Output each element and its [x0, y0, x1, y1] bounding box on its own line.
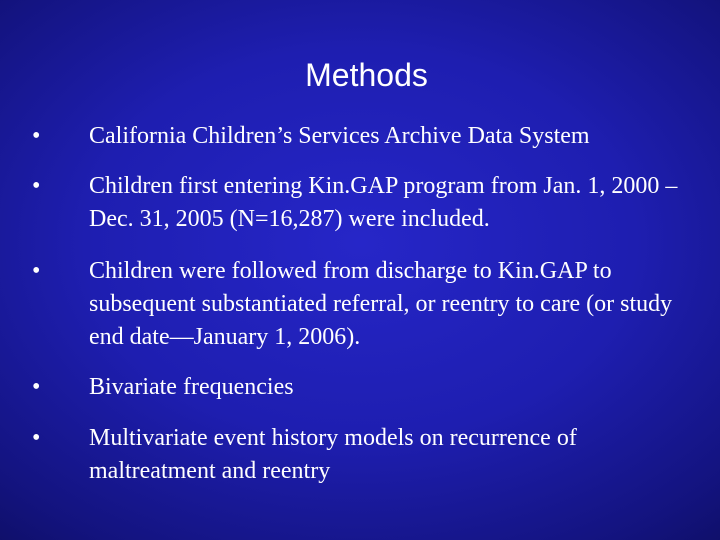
bullet-icon: •: [32, 123, 41, 149]
bullet-icon: •: [32, 374, 41, 400]
bullet-text: Children were followed from discharge to Kin.GAP to subsequent substantiated referral, or reentry to care (or study end date—January 1, 2006).: [89, 258, 673, 350]
bullet-text: Children first entering Kin.GAP program from Jan. 1, 2000 – Dec. 31, 2005 (N=16,287) were included.: [89, 173, 678, 232]
bullet-icon: •: [32, 425, 41, 451]
slide-title: Methods: [305, 57, 428, 93]
bullet-icon: •: [32, 258, 41, 284]
bullet-text: California Children’s Services Archive Data System: [89, 123, 590, 149]
bullet-icon: •: [32, 173, 41, 199]
bullet-text: Multivariate event history models on recurrence of maltreatment and reentry: [89, 425, 577, 484]
bullet-text: Bivariate frequencies: [89, 374, 294, 400]
